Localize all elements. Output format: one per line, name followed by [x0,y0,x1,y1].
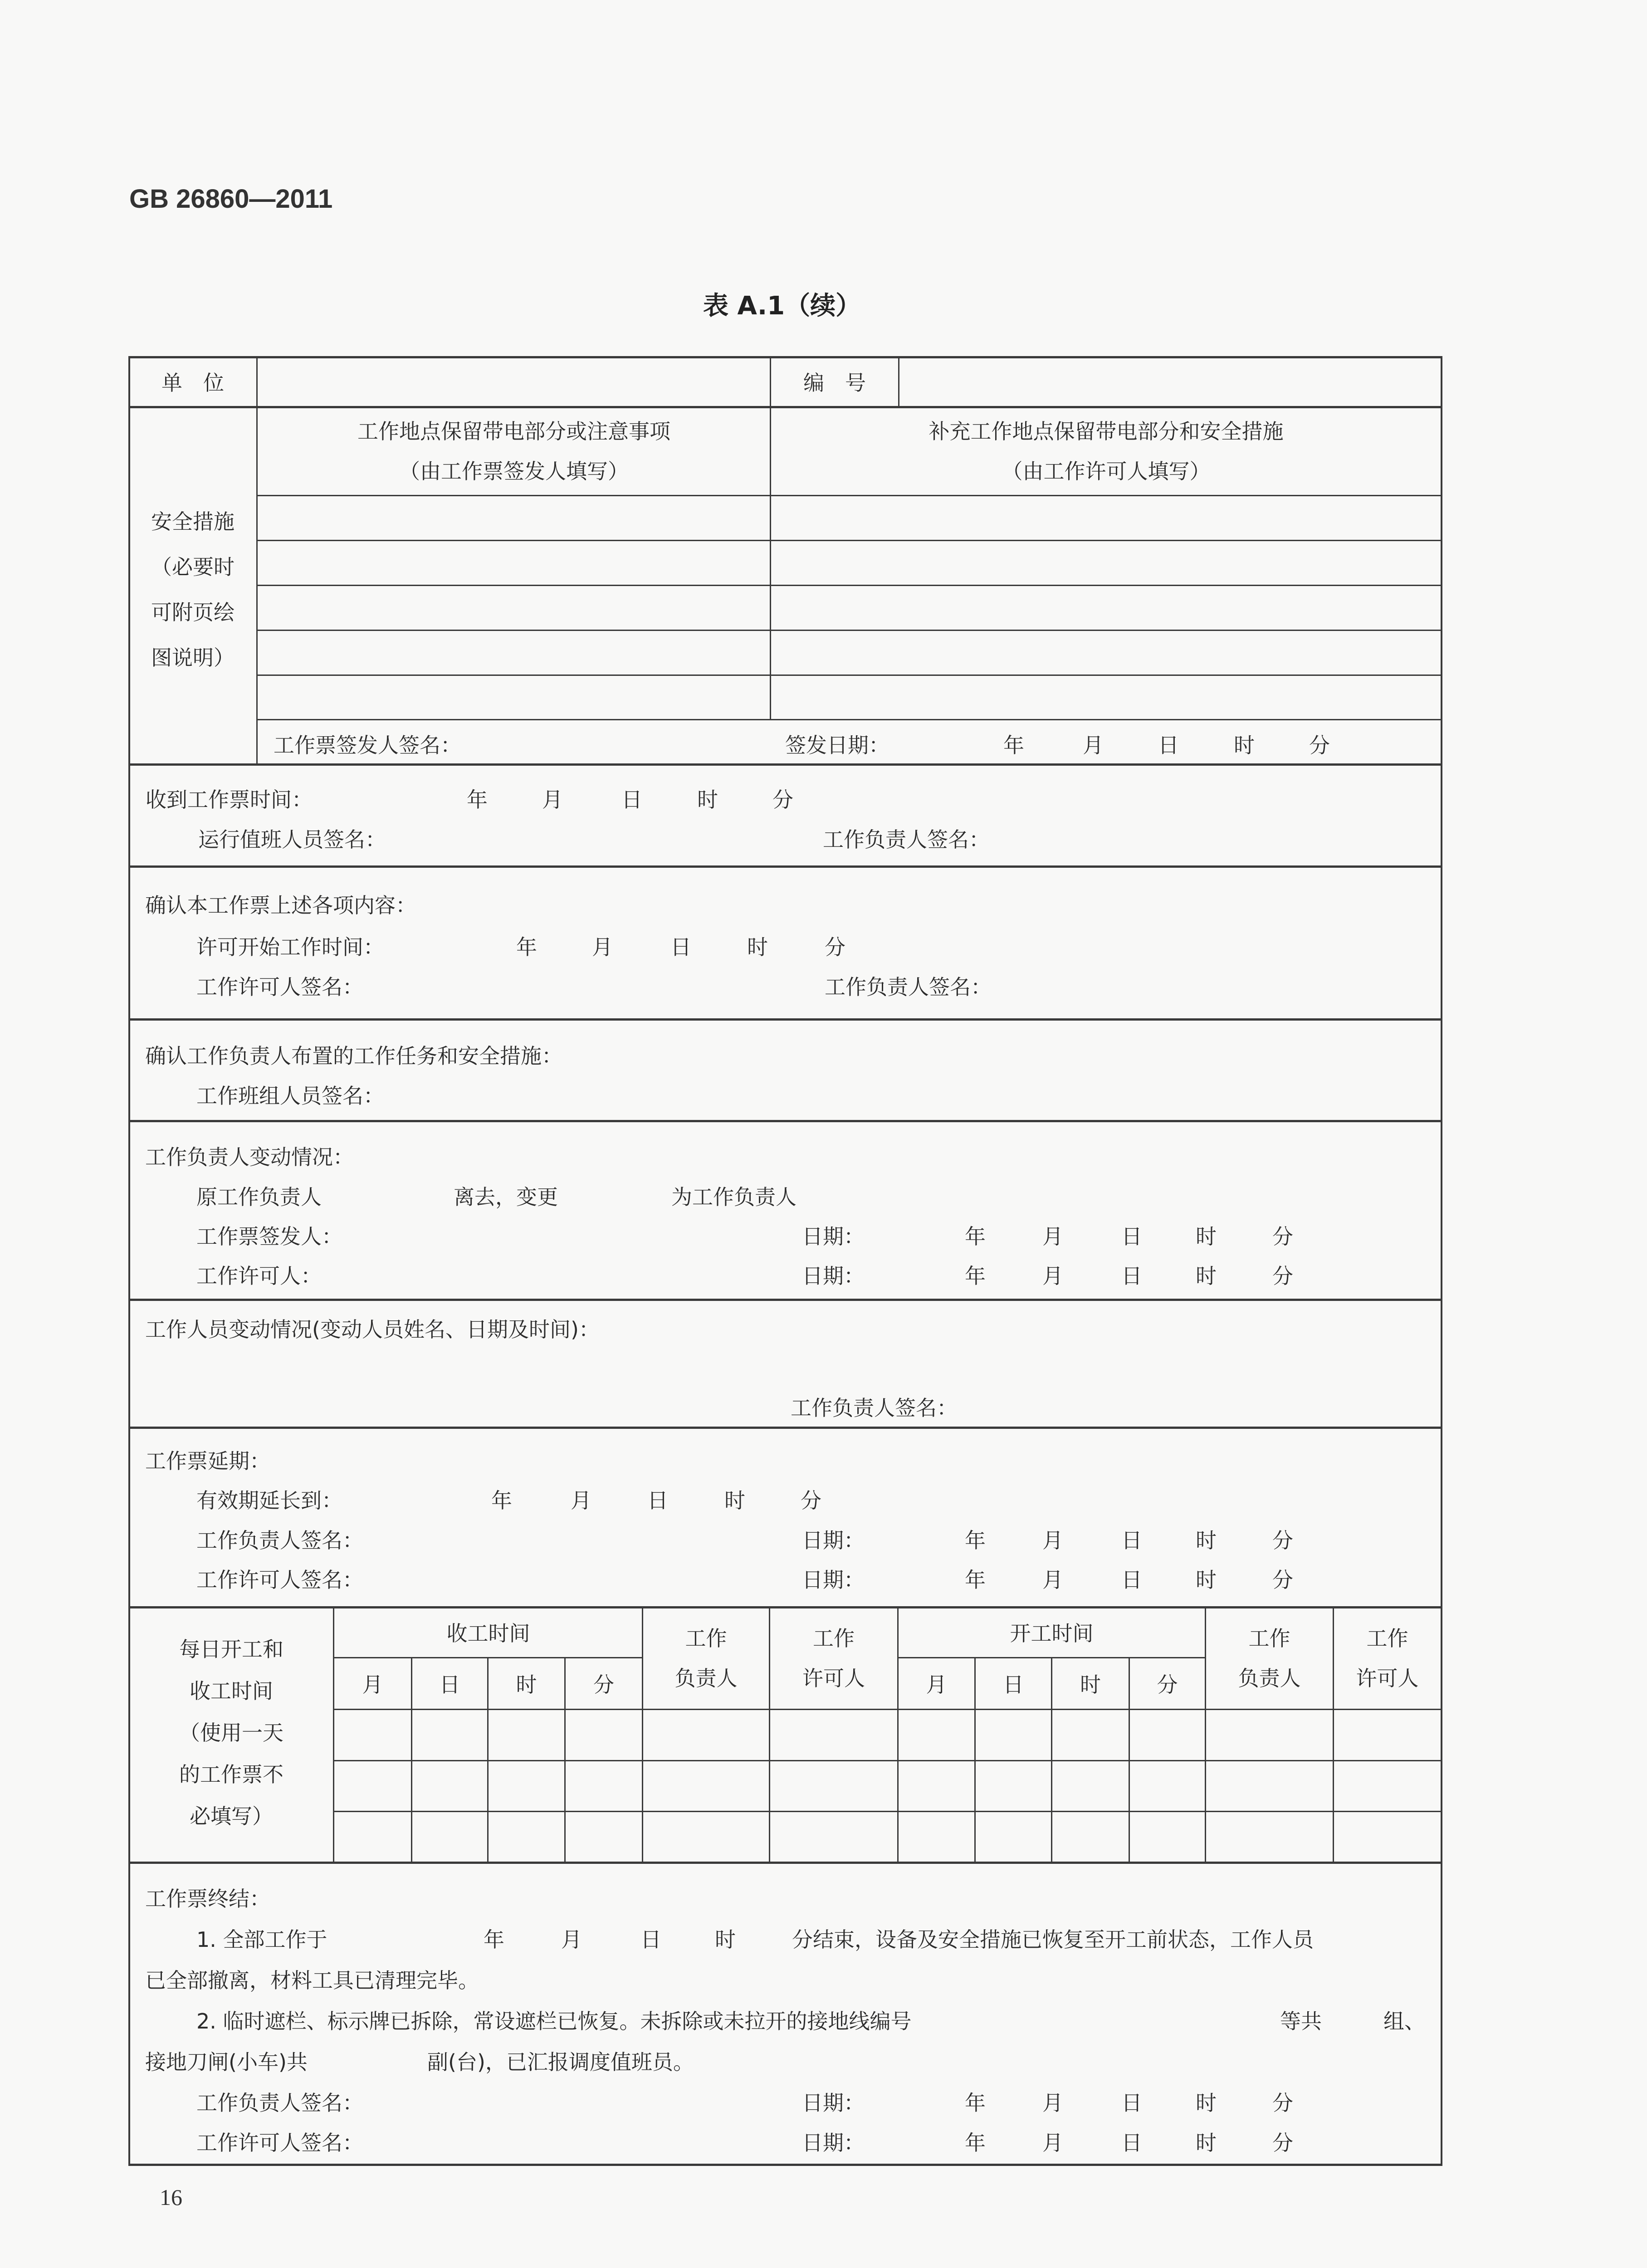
original-leader-label: 原工作负责人 [196,1185,322,1209]
section-divider [128,1427,1442,1429]
stop-minute-header: 分 [593,1672,614,1697]
row-divider [257,585,1442,586]
leader-sign-label: 工作负责人签名： [196,2091,363,2115]
permitter-sign-label: 工作许可人签名： [196,975,363,999]
row-divider [334,1760,1442,1761]
start-minute-header: 分 [1157,1672,1178,1697]
row-divider [898,1657,1206,1658]
date-unit-hour: 时 [724,1488,745,1513]
start-month-header: 月 [926,1672,947,1697]
date-unit-day: 日 [1121,1568,1142,1592]
date-unit-year: 年 [516,935,537,959]
date-unit-minute: 分 [1272,1224,1293,1249]
date-unit-minute: 分 [772,787,793,812]
date-unit-hour: 时 [1196,2091,1217,2115]
date-unit-year: 年 [965,1568,986,1592]
right-header-title: 补充工作地点保留带电部分和安全措施 [929,419,1284,444]
date-unit-minute: 分 [1272,1264,1293,1288]
permitter-label: 工作许可人： [196,1264,322,1288]
unit-field[interactable] [258,357,769,406]
row-divider [257,630,1442,631]
daily-label-line: 必填写） [190,1804,273,1828]
date-label: 日期： [802,1264,865,1288]
date-unit-day: 日 [1121,2091,1142,2115]
table-right-border [1441,356,1442,2166]
date-unit-month: 月 [1042,2091,1063,2115]
stop-permitter-header [770,1608,897,1709]
date-unit-month: 月 [1042,1224,1063,1249]
date-unit-month: 月 [561,1927,582,1952]
date-unit-minute: 分 [825,935,845,959]
permitter-sign-label: 工作许可人签名： [196,1568,363,1592]
date-unit-month: 月 [592,935,613,959]
table-bottom-border [128,2164,1442,2166]
right-measure-entry[interactable] [772,497,1440,539]
date-unit-year: 年 [965,2091,986,2115]
date-label: 日期： [802,1528,865,1553]
daily-entry-row[interactable] [334,1813,1441,1862]
duty-sign-label: 运行值班人员签名： [198,827,386,852]
safety-label-line: （必要时 [151,555,235,579]
item2-line2-prefix: 接地刀闸(小车)共 [145,2050,308,2074]
date-unit-minute: 分 [801,1488,821,1513]
table-title: 表 A.1（续） [703,291,861,321]
start-day-header: 日 [1003,1672,1024,1697]
left-measure-entry[interactable] [258,676,769,719]
daily-entry-row[interactable] [334,1762,1441,1810]
col-divider [770,356,771,719]
date-unit-month: 月 [1042,1264,1063,1288]
crew-sign-label: 工作班组人员签名： [196,1084,384,1108]
item2-line2-suffix: 副(台)，已汇报调度值班员。 [427,2050,694,2074]
date-unit-hour: 时 [1196,1224,1217,1249]
unit-label: 单 位 [161,371,224,395]
stop-leader-header [643,1608,769,1709]
date-label: 日期： [802,2131,865,2155]
date-unit-hour: 时 [1196,1568,1217,1592]
left-measure-entry[interactable] [258,542,769,584]
left-measure-entry[interactable] [258,497,769,539]
date-unit-minute: 分 [1309,733,1330,758]
section-divider [128,763,1442,766]
leader-sign-label: 工作负责人签名： [791,1396,958,1420]
issue-date-label: 签发日期： [785,733,889,758]
right-measure-entry[interactable] [772,542,1440,584]
header-line: 工作 [685,1626,727,1651]
item1-line2: 已全部撤离，材料工具已清理完毕。 [145,1968,479,1993]
safety-label-line: 安全措施 [151,509,235,534]
leader-sign-label: 工作负责人签名： [196,1528,363,1553]
date-label: 日期： [802,1568,865,1592]
issuer-label: 工作票签发人： [196,1224,342,1249]
leader-change-heading: 工作负责人变动情况： [145,1145,354,1169]
valid-until-label: 有效期延长到： [196,1488,342,1513]
date-unit-day: 日 [1158,733,1179,758]
stop-month-header: 月 [362,1672,383,1697]
date-unit-year: 年 [467,787,488,812]
left-measure-entry[interactable] [258,631,769,674]
row-divider [257,495,1442,496]
issuer-sign-label: 工作票签发人签名： [274,733,461,758]
daily-label-line: 收工时间 [190,1679,273,1703]
confirm-content-heading: 确认本工作票上述各项内容： [145,893,416,918]
col-divider [898,356,899,407]
date-unit-day: 日 [621,787,642,812]
number-field[interactable] [900,357,1440,406]
row-divider [257,540,1442,541]
header-line: 许可人 [802,1666,865,1691]
left-measures-header [258,408,770,494]
date-unit-year: 年 [1003,733,1024,758]
standard-code: GB 26860—2011 [129,184,333,214]
page-number: 16 [160,2185,182,2210]
leader-sign-label: 工作负责人签名： [825,975,992,999]
header-line: 工作 [1366,1626,1408,1651]
crew-change-heading: 工作人员变动情况(变动人员姓名、日期及时间)： [145,1317,600,1342]
safety-label-line: 可附页绘 [151,600,235,625]
date-label: 日期： [802,1224,865,1249]
date-unit-day: 日 [1121,1264,1142,1288]
right-measures-header [772,408,1441,494]
date-unit-year: 年 [491,1488,512,1513]
item2-line1: 2. 临时遮栏、标示牌已拆除，常设遮栏已恢复。未拆除或未拉开的接地线编号 [196,2009,912,2033]
leader-sign-label: 工作负责人签名： [823,827,990,852]
date-unit-day: 日 [647,1488,668,1513]
header-line: 工作 [813,1626,855,1651]
right-measure-entry[interactable] [772,631,1440,674]
date-unit-hour: 时 [747,935,768,959]
date-unit-hour: 时 [715,1927,736,1952]
header-line: 负责人 [674,1666,738,1691]
left-header-title: 工作地点保留带电部分或注意事项 [357,419,670,444]
number-label: 编 号 [803,371,866,395]
header-line: 负责人 [1238,1666,1301,1691]
left-measure-entry[interactable] [258,587,769,629]
safety-measures-label [136,499,249,680]
date-unit-month: 月 [1042,2131,1063,2155]
date-unit-year: 年 [965,2131,986,2155]
date-unit-month: 月 [1042,1528,1063,1553]
date-unit-hour: 时 [1196,1528,1217,1553]
section-divider [128,865,1442,868]
date-unit-minute: 分 [1272,1528,1293,1553]
date-unit-day: 日 [1121,1224,1142,1249]
right-measure-entry[interactable] [772,587,1440,629]
daily-label-line: 每日开工和 [179,1637,283,1662]
row-divider [257,719,1442,720]
date-unit-hour: 时 [697,787,718,812]
right-header-note: （由工作许可人填写） [1002,459,1211,484]
daily-entry-row[interactable] [334,1711,1441,1759]
date-unit-year: 年 [484,1927,504,1952]
date-unit-year: 年 [965,1528,986,1553]
date-unit-month: 月 [542,787,563,812]
date-label: 日期： [802,2091,865,2115]
safety-label-line: 图说明） [151,645,235,670]
received-time-label: 收到工作票时间： [146,787,313,812]
start-hour-header: 时 [1080,1672,1101,1697]
start-permitter-header [1334,1608,1441,1709]
date-unit-day: 日 [1121,2131,1142,2155]
section-divider [128,1862,1442,1864]
date-unit-day: 日 [670,935,691,959]
header-line: 工作 [1248,1626,1290,1651]
date-unit-hour: 时 [1234,733,1255,758]
left-header-note: （由工作票签发人填写） [399,459,629,484]
section-divider [128,1120,1442,1122]
termination-heading: 工作票终结： [145,1887,270,1911]
row-divider [334,1811,1442,1812]
daily-label-line: 的工作票不 [179,1762,283,1787]
date-unit-month: 月 [571,1488,591,1513]
date-unit-month: 月 [1042,1568,1063,1592]
stop-hour-header: 时 [516,1672,537,1697]
date-unit-day: 日 [640,1927,661,1952]
item2-etc-total: 等共 [1280,2009,1322,2033]
extension-heading: 工作票延期： [145,1449,270,1473]
date-unit-minute: 分 [1272,2091,1293,2115]
header-line: 许可人 [1356,1666,1419,1691]
confirm-tasks-heading: 确认工作负责人布置的工作任务和安全措施： [145,1044,562,1068]
row-divider [334,1657,643,1658]
start-time-header: 开工时间 [1010,1621,1094,1646]
date-unit-hour: 时 [1196,2131,1217,2155]
row-divider [334,1709,1442,1710]
table-left-border [128,356,130,2166]
section-divider [128,1018,1442,1021]
become-leader-label: 为工作负责人 [671,1185,797,1209]
start-leader-header [1206,1608,1333,1709]
permitter-sign-label: 工作许可人签名： [196,2131,363,2155]
permit-start-label: 许可开始工作时间： [196,935,384,959]
stop-day-header: 日 [439,1672,460,1697]
leave-change-label: 离去，变更 [454,1185,558,1209]
item2-groups: 组、 [1383,2009,1425,2033]
item1-suffix: 分结束，设备及安全措施已恢复至开工前状态，工作人员 [792,1927,1314,1952]
section-divider [128,1299,1442,1301]
date-unit-year: 年 [965,1264,986,1288]
date-unit-minute: 分 [1272,2131,1293,2155]
date-unit-minute: 分 [1272,1568,1293,1592]
daily-label-line: （使用一天 [179,1721,283,1745]
col-divider [256,356,258,764]
date-unit-day: 日 [1121,1528,1142,1553]
row-divider [257,675,1442,676]
date-unit-month: 月 [1083,733,1104,758]
stop-time-header: 收工时间 [446,1621,530,1646]
date-unit-hour: 时 [1196,1264,1217,1288]
daily-table-label [132,1628,331,1837]
date-unit-year: 年 [965,1224,986,1249]
right-measure-entry[interactable] [772,676,1440,719]
item1-prefix: 1. 全部工作于 [196,1927,327,1952]
